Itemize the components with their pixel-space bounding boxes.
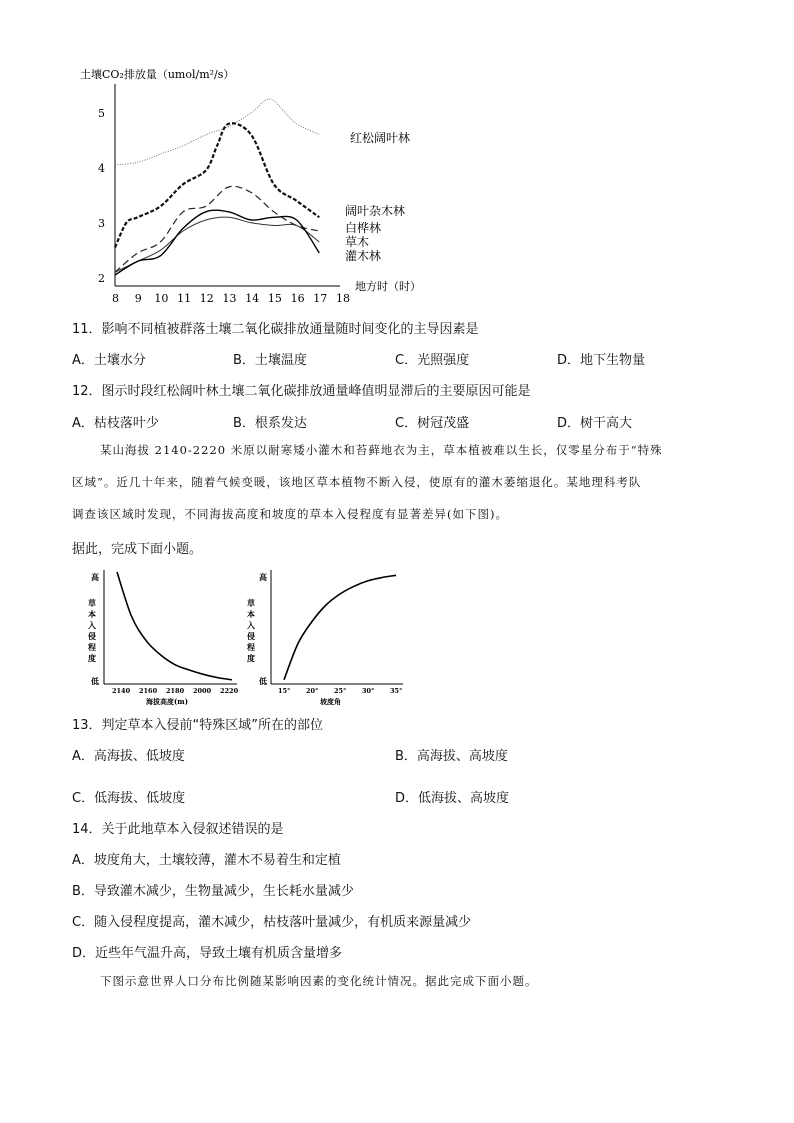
chart2-ylabel-char: 侵 (88, 631, 96, 641)
passage-line-2: 区域”。近几十年来，随着气候变暖，该地区草本植物不断入侵，使原有的灌木萎缩退化。某地理科考队 (72, 475, 642, 489)
chart2-x-tick: 2220 (220, 687, 239, 695)
q14-stem: 14．关于此地草本入侵叙述错误的是 (72, 822, 284, 837)
q14-option-c[interactable]: C．随入侵程度提高，灌木减少，枯枝落叶量减少，有机质来源量减少 (72, 915, 472, 930)
chart3-curve (284, 575, 396, 680)
chart2-ylabel-char: 本 (88, 609, 96, 619)
slope-invasion-chart (238, 562, 408, 707)
chart2-x-tick: 2140 (112, 687, 131, 695)
chart2-x-tick: 2180 (166, 687, 185, 695)
q12-option-d[interactable]: D．树干高大 (557, 416, 633, 431)
chart2-ylabel-char: 入 (88, 620, 96, 630)
chart1-x-tick: 11 (177, 292, 192, 305)
chart3-ylabel-char: 程 (247, 642, 255, 652)
chart1-series-label: 红松阔叶林 (350, 131, 411, 145)
chart1-y-tick: 5 (98, 106, 105, 120)
chart1-y-tick: 4 (98, 161, 105, 175)
chart1-y-tick: 3 (98, 216, 105, 230)
q14-option-a[interactable]: A．坡度角大，土壤较薄，灌木不易着生和定植 (72, 853, 341, 868)
footer-text: 下图示意世界人口分布比例随某影响因素的变化统计情况。据此完成下面小题。 (100, 974, 538, 988)
chart1-x-tick: 18 (336, 292, 350, 305)
q12-stem: 12．图示时段红松阔叶林土壤二氧化碳排放通量峰值明显滞后的主要原因可能是 (72, 384, 531, 399)
q11-option-d[interactable]: D．地下生物量 (557, 353, 646, 368)
chart1-series-line (115, 217, 319, 272)
chart3-y-high: 高 (259, 572, 267, 582)
chart3-ylabel-char: 侵 (247, 631, 255, 641)
chart2-xlabel: 海拔高度(m) (146, 697, 189, 706)
chart1-x-tick: 8 (112, 292, 119, 305)
chart3-ylabel-char: 入 (247, 620, 255, 630)
chart1-series-line (115, 210, 319, 275)
chart2-y-high: 高 (91, 572, 99, 582)
co2-emission-chart (60, 60, 440, 305)
q11-stem: 11．影响不同植被群落土壤二氧化碳排放通量随时间变化的主导因素是 (72, 322, 479, 337)
passage-line-3: 调查该区域时发现，不同海拔高度和坡度的草本入侵程度有显著差异(如下图)。 (72, 507, 508, 521)
q11-option-a[interactable]: A．土壤水分 (72, 353, 146, 368)
chart3-x-tick: 25° (334, 687, 347, 695)
chart2-ylabel-char: 草 (88, 598, 96, 608)
chart3-y-low: 低 (259, 676, 267, 686)
passage-line-1: 某山海拔 2140-2220 米原以耐寒矮小灌木和苔藓地衣为主，草本植被难以生长，仅零星分布于“特殊 (100, 443, 663, 457)
chart1-x-tick: 15 (267, 292, 282, 305)
chart2-x-tick: 2000 (193, 687, 212, 695)
chart1-x-tick: 17 (313, 292, 328, 305)
q13-option-b[interactable]: B．高海拔、高坡度 (395, 749, 508, 764)
chart3-ylabel-char: 度 (247, 653, 255, 663)
chart3-xlabel: 坡度角 (320, 697, 341, 706)
chart3-x-tick: 20° (306, 687, 319, 695)
chart3-x-tick: 30° (362, 687, 375, 695)
chart1-x-tick: 9 (134, 292, 142, 305)
chart1-series-line (115, 123, 319, 247)
q14-option-d[interactable]: D．近些年气温升高，导致土壤有机质含量增多 (72, 946, 343, 961)
q12-option-a[interactable]: A．枯枝落叶少 (72, 416, 159, 431)
q11-option-c[interactable]: C．光照强度 (395, 353, 470, 368)
chart1-series-line (115, 99, 319, 165)
chart1-x-tick: 14 (245, 292, 260, 305)
chart1-xlabel: 地方时（时） (355, 280, 421, 293)
chart2-ylabel-char: 程 (88, 642, 96, 652)
chart1-ylabel: 土壤CO₂排放量（umol/m²/s） (80, 68, 235, 81)
chart1-x-tick: 13 (222, 292, 237, 305)
q11-option-b[interactable]: B．土壤温度 (233, 353, 307, 368)
chart3-x-tick: 15° (278, 687, 291, 695)
chart3-ylabel-char: 草 (247, 598, 255, 608)
chart1-x-tick: 12 (199, 292, 214, 305)
chart2-curve (117, 572, 232, 680)
chart1-series-label: 草木 (345, 235, 370, 249)
chart3-ylabel-char: 本 (247, 609, 255, 619)
prompt-text: 据此，完成下面小题。 (72, 542, 203, 557)
altitude-invasion-chart (82, 562, 247, 707)
chart1-series-label: 白桦林 (345, 221, 382, 235)
chart1-series-label: 阔叶杂木林 (345, 204, 406, 218)
q13-option-d[interactable]: D．低海拔、高坡度 (395, 791, 510, 806)
chart3-x-tick: 35° (390, 687, 403, 695)
chart1-x-tick: 16 (290, 292, 305, 305)
chart2-ylabel-char: 度 (88, 653, 96, 663)
q14-option-b[interactable]: B．导致灌木减少，生物量减少，生长耗水量减少 (72, 884, 354, 899)
chart1-y-tick: 2 (98, 271, 105, 285)
chart2-x-tick: 2160 (139, 687, 158, 695)
chart1-series-label: 灌木林 (345, 249, 382, 263)
q12-option-b[interactable]: B．根系发达 (233, 416, 307, 431)
chart1-x-tick: 10 (154, 292, 169, 305)
q12-option-c[interactable]: C．树冠茂盛 (395, 416, 470, 431)
chart2-y-low: 低 (91, 676, 99, 686)
q13-stem: 13．判定草本入侵前“特殊区域”所在的部位 (72, 718, 324, 733)
q13-option-c[interactable]: C．低海拔、低坡度 (72, 791, 186, 806)
q13-option-a[interactable]: A．高海拔、低坡度 (72, 749, 185, 764)
